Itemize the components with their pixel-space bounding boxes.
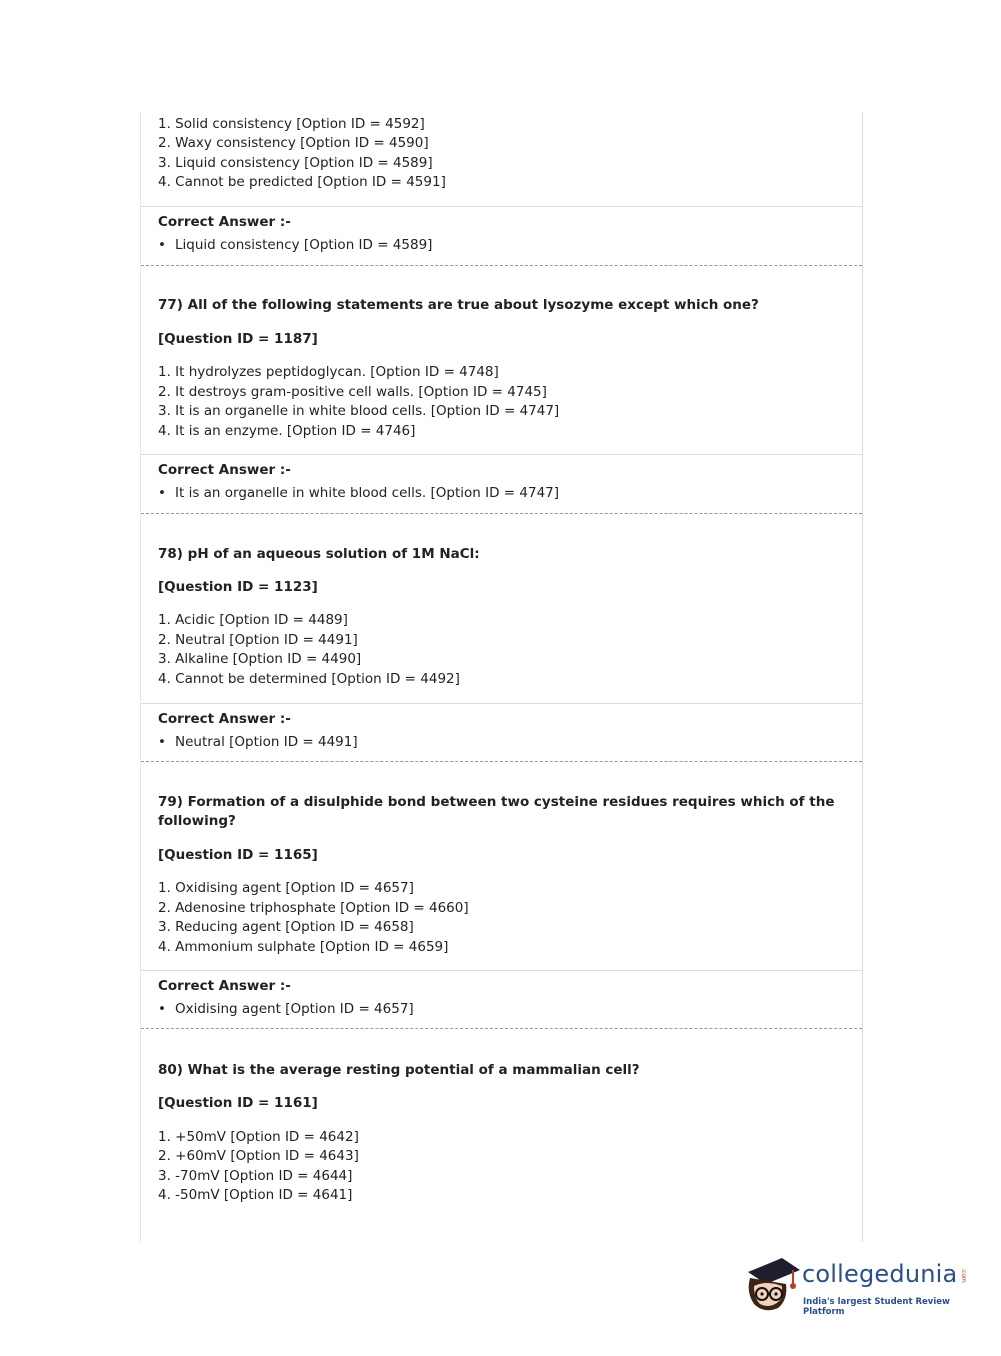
question-title-continued: following? xyxy=(158,813,236,829)
option-line: 4. Cannot be predicted [Option ID = 4591] xyxy=(158,174,446,190)
bullet-icon: • xyxy=(158,734,166,750)
correct-answer-heading: Correct Answer :- xyxy=(158,214,291,230)
option-line: 4. Cannot be determined [Option ID = 4492] xyxy=(158,671,460,687)
divider xyxy=(141,206,862,207)
correct-answer-text: Liquid consistency [Option ID = 4589] xyxy=(175,237,433,253)
option-line: 3. Reducing agent [Option ID = 4658] xyxy=(158,919,414,935)
question-title: 80) What is the average resting potential of a mammalian cell? xyxy=(158,1062,640,1078)
option-line: 1. Oxidising agent [Option ID = 4657] xyxy=(158,880,414,896)
correct-answer-text: Neutral [Option ID = 4491] xyxy=(175,734,358,750)
option-line: 2. It destroys gram-positive cell walls. [Option ID = 4745] xyxy=(158,384,547,400)
correct-answer xyxy=(158,733,358,753)
logo-tagline: India's largest Student Review Platform xyxy=(803,1297,950,1317)
question-separator xyxy=(141,265,862,266)
option-line: 4. It is an enzyme. [Option ID = 4746] xyxy=(158,423,416,439)
option-line: 1. It hydrolyzes peptidoglycan. [Option ID = 4748] xyxy=(158,364,499,380)
question-title: 78) pH of an aqueous solution of 1M NaCl: xyxy=(158,546,480,562)
option-line: 2. Waxy consistency [Option ID = 4590] xyxy=(158,135,429,151)
bullet-icon: • xyxy=(158,1001,166,1017)
correct-answer-heading: Correct Answer :- xyxy=(158,462,291,478)
question-separator xyxy=(141,761,862,762)
option-line: 1. Solid consistency [Option ID = 4592] xyxy=(158,116,425,132)
option-line: 3. It is an organelle in white blood cells. [Option ID = 4747] xyxy=(158,403,560,419)
option-line: 4. Ammonium sulphate [Option ID = 4659] xyxy=(158,939,449,955)
correct-answer-text: Oxidising agent [Option ID = 4657] xyxy=(175,1001,414,1017)
collegedunia-logo[interactable] xyxy=(742,1252,974,1316)
option-line: 2. +60mV [Option ID = 4643] xyxy=(158,1148,359,1164)
question-id: [Question ID = 1187] xyxy=(158,331,318,347)
question-id: [Question ID = 1165] xyxy=(158,847,318,863)
option-line: 4. -50mV [Option ID = 4641] xyxy=(158,1187,353,1203)
logo-wordmark: collegedunia xyxy=(802,1260,958,1288)
question-title: 77) All of the following statements are true about lysozyme except which one? xyxy=(158,297,759,313)
bullet-icon: • xyxy=(158,237,166,253)
question-id: [Question ID = 1161] xyxy=(158,1095,318,1111)
mascot-icon xyxy=(742,1252,800,1314)
correct-answer-heading: Correct Answer :- xyxy=(158,711,291,727)
question-title: 79) Formation of a disulphide bond between two cysteine residues requires which of the xyxy=(158,794,835,810)
question-separator xyxy=(141,513,862,514)
divider xyxy=(141,703,862,704)
option-line: 1. Acidic [Option ID = 4489] xyxy=(158,612,348,628)
option-line: 2. Neutral [Option ID = 4491] xyxy=(158,632,358,648)
correct-answer-text: It is an organelle in white blood cells. [Option ID = 4747] xyxy=(175,485,560,501)
question-separator xyxy=(141,1028,862,1029)
logo-domain-suffix: .com xyxy=(960,1268,967,1283)
bullet-icon: • xyxy=(158,485,166,501)
option-line: 3. Liquid consistency [Option ID = 4589] xyxy=(158,155,433,171)
correct-answer xyxy=(158,484,559,504)
correct-answer xyxy=(158,1000,414,1020)
divider xyxy=(141,970,862,971)
question-paper-page xyxy=(140,112,863,1242)
option-line: 1. +50mV [Option ID = 4642] xyxy=(158,1129,359,1145)
option-line: 3. Alkaline [Option ID = 4490] xyxy=(158,651,362,667)
divider xyxy=(141,454,862,455)
correct-answer-heading: Correct Answer :- xyxy=(158,978,291,994)
question-id: [Question ID = 1123] xyxy=(158,579,318,595)
correct-answer xyxy=(158,236,432,256)
option-line: 2. Adenosine triphosphate [Option ID = 4660] xyxy=(158,900,469,916)
option-line: 3. -70mV [Option ID = 4644] xyxy=(158,1168,353,1184)
